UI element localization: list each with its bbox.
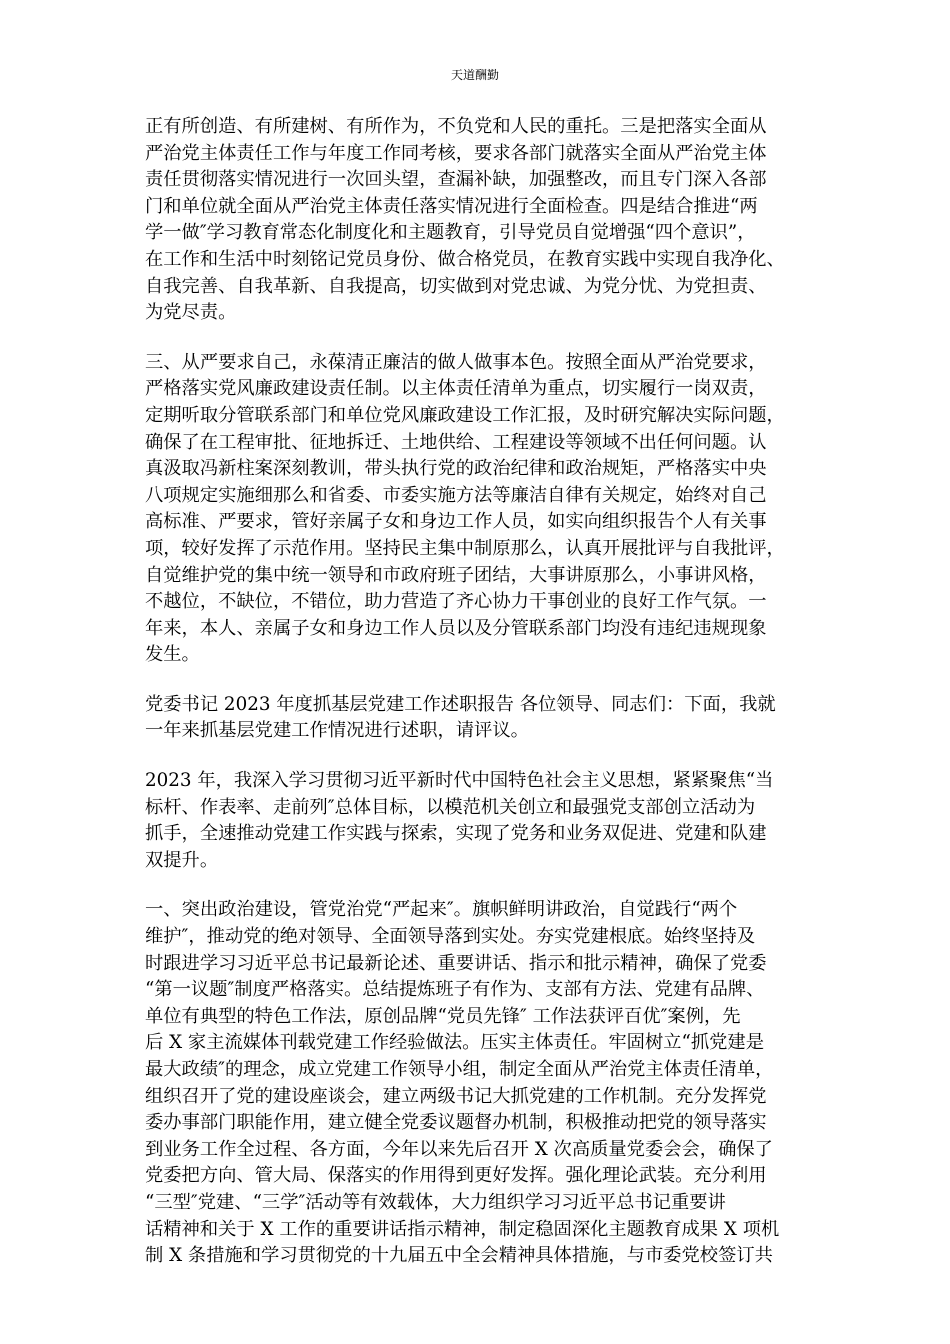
- paragraph-political-building: [145, 897, 810, 1269]
- text-line: 维护″，推动党的绝对领导、全面领导落到实处。夯实党建根底。始终坚持及: [145, 926, 756, 948]
- text-line: 时跟进学习习近平总书记最新论述、重要讲话、指示和批示精神，确保了党委: [145, 952, 767, 974]
- text-line: 严格落实党风廉政建设责任制。以主体责任清单为重点，切实履行一岗双责，: [145, 378, 767, 400]
- text-line: 标杆、作表率、走前列″总体目标，以模范机关创立和最强党支部创立活动为: [145, 796, 756, 818]
- paragraph-integrity: [145, 350, 810, 669]
- text-line: 2023 年，我深入学习贯彻习近平新时代中国特色社会主义思想，紧紧聚焦“当: [145, 770, 774, 792]
- text-line: 项，较好发挥了示范作用。坚持民主集中制原那么，认真开展批评与自我批评，: [145, 537, 785, 559]
- text-line: 后 X 家主流媒体刊载党建工作经验做法。压实主体责任。牢固树立“抓党建是: [145, 1032, 764, 1054]
- text-line: 发生。: [145, 644, 200, 666]
- text-line: “三型″党建、“三学″活动等有效载体，大力组织学习习近平总书记重要讲: [145, 1191, 726, 1213]
- text-line: 双提升。: [145, 849, 219, 871]
- document-body: [145, 114, 810, 1270]
- text-line: 在工作和生活中时刻铭记党员身份、做合格党员，在教育实践中实现自我净化、: [145, 248, 785, 270]
- paragraph-spacer: [145, 669, 810, 692]
- text-line: 门和单位就全面从严治党主体责任落实情况进行全面检查。四是结合推进“两: [145, 195, 758, 217]
- paragraph-spacer: [145, 874, 810, 897]
- header-title: 天道酬勤: [450, 68, 499, 82]
- text-line: 学一做″学习教育常态化制度化和主题教育，引导党员自觉增强“四个意识”，: [145, 222, 756, 244]
- text-line: 制 X 条措施和学习贯彻党的十九届五中全会精神具体措施，与市委党校签订共: [145, 1245, 773, 1267]
- text-line: 高标准、严要求，管好亲属子女和身边工作人员，如实向组织报告个人有关事: [145, 511, 767, 533]
- text-line: 最大政绩″的理念，成立党建工作领导小组，制定全面从严治党主体责任清单，: [145, 1059, 774, 1080]
- text-line: “第一议题″制度严格落实。总结提炼班子有作为、支部有方法、党建有品牌、: [145, 979, 765, 1001]
- text-line: 到业务工作全过程、各方面，今年以来先后召开 X 次高质量党委会会，确保了: [145, 1138, 773, 1160]
- text-line: 不越位，不缺位，不错位，助力营造了齐心协力干事创业的良好工作气氛。一: [145, 591, 767, 613]
- text-line: 确保了在工程审批、征地拆迁、土地供给、工程建设等领域不出任何问题。认: [145, 431, 767, 453]
- text-line: 定期听取分管联系部门和单位党风廉政建设工作汇报，及时研究解决实际问题，: [145, 404, 785, 426]
- paragraph-year-overview: [145, 768, 810, 874]
- text-line: 一年来抓基层党建工作情况进行述职，请评议。: [145, 720, 529, 742]
- text-line: 为党尽责。: [145, 302, 237, 324]
- paragraph-spacer: [145, 327, 810, 350]
- text-line: 委办事部门职能作用，建立健全党委议题督办机制，积极推动把党的领导落实: [145, 1112, 767, 1134]
- text-line: 党委书记 2023 年度抓基层党建工作述职报告 各位领导、同志们：下面，我就: [145, 693, 776, 715]
- text-line: 正有所创造、有所建树、有所作为，不负党和人民的重托。三是把落实全面从: [145, 116, 767, 137]
- text-line: 话精神和关于 X 工作的重要讲话指示精神，制定稳固深化主题教育成果 X 项机: [145, 1218, 780, 1240]
- text-line: 组织召开了党的建设座谈会，建立两级书记大抓党建的工作机制。充分发挥党: [145, 1085, 767, 1107]
- text-line: 单位有典型的特色工作法，原创品牌“党员先锋″ 工作法获评百优″案例，先: [145, 1005, 741, 1027]
- text-line: 党委把方向、管大局、保落实的作用得到更好发挥。强化理论武装。充分利用: [145, 1165, 767, 1187]
- text-line: 八项规定实施细那么和省委、市委实施方法等廉洁自律有关规定，始终对自己: [145, 484, 767, 506]
- paragraph-report-intro: [145, 692, 810, 745]
- page-header: [0, 67, 950, 83]
- text-line: 自觉维护党的集中统一领导和市政府班子团结，大事讲原那么，小事讲风格，: [145, 564, 767, 586]
- text-line: 年来，本人、亲属子女和身边工作人员以及分管联系部门均没有违纪违规现象: [145, 617, 767, 639]
- paragraph-spacer: [145, 745, 810, 768]
- text-line: 一、突出政治建设，管党治党“严起来″。旗帜鲜明讲政治，自觉践行“两个: [145, 899, 738, 921]
- paragraph-party-responsibility: [145, 114, 810, 327]
- text-line: 责任贯彻落实情况进行一次回头望，查漏补缺，加强整改，而且专门深入各部: [145, 169, 767, 191]
- text-line: 严治党主体责任工作与年度工作同考核，要求各部门就落实全面从严治党主体: [145, 142, 767, 164]
- text-line: 抓手，全速推动党建工作实践与探索，实现了党务和业务双促进、党建和队建: [145, 823, 767, 845]
- text-line: 自我完善、自我革新、自我提高，切实做到对党忠诚、为党分忧、为党担责、: [145, 275, 767, 297]
- text-line: 三、从严要求自己，永葆清正廉洁的做人做事本色。按照全面从严治党要求，: [145, 351, 767, 373]
- text-line: 真汲取冯新柱案深刻教训，带头执行党的政治纪律和政治规矩，严格落实中央: [145, 458, 767, 480]
